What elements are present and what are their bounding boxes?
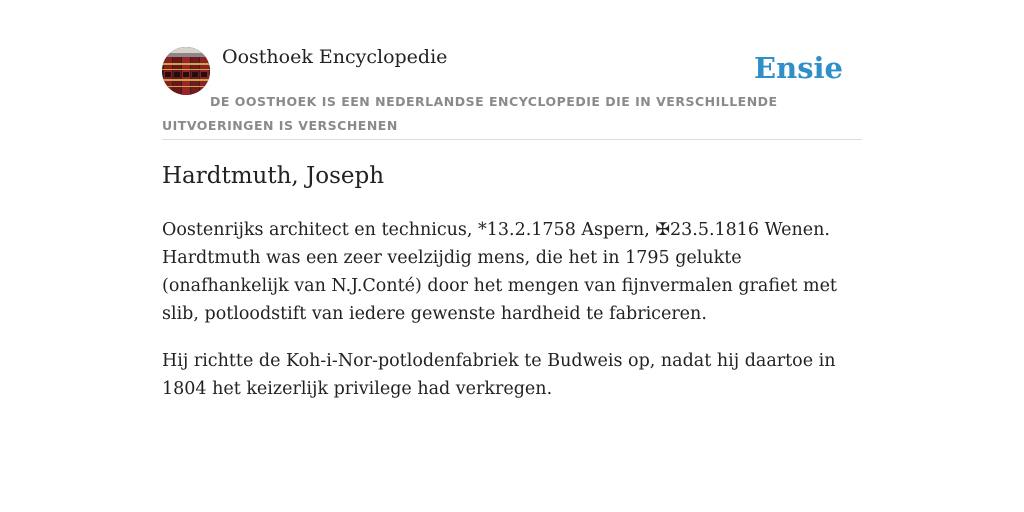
- article-paragraph: Hij richtte de Koh-i-Nor-potlodenfabriek te Budweis op, nadat hij daartoe in 1804 het keizerlijk privilege had verkregen.: [162, 351, 836, 399]
- site-title[interactable]: Oosthoek Encyclopedie: [222, 46, 448, 68]
- site-header: [162, 0, 862, 140]
- brand-logo[interactable]: Ensie: [754, 51, 843, 85]
- site-tagline: DE OOSTHOEK IS EEN NEDERLANDSE ENCYCLOPEDIE DIE IN VERSCHILLENDE UITVOERINGEN IS VERSCHENEN: [162, 94, 778, 133]
- article-paragraph: Oostenrijks architect en technicus, *13.2.1758 Aspern, ✠23.5.1816 Wenen. Hardtmuth was een zeer veelzijdig mens, die het in 1795 gelukte (onafhankelijk van N.J.Conté) door het mengen van fijnvermalen grafiet met slib, potloodstift van iedere gewenste hardheid te fabriceren.: [162, 220, 837, 324]
- article-title: Hardtmuth, Joseph: [162, 163, 385, 189]
- book-spines-icon[interactable]: [162, 47, 210, 95]
- page: [162, 0, 862, 512]
